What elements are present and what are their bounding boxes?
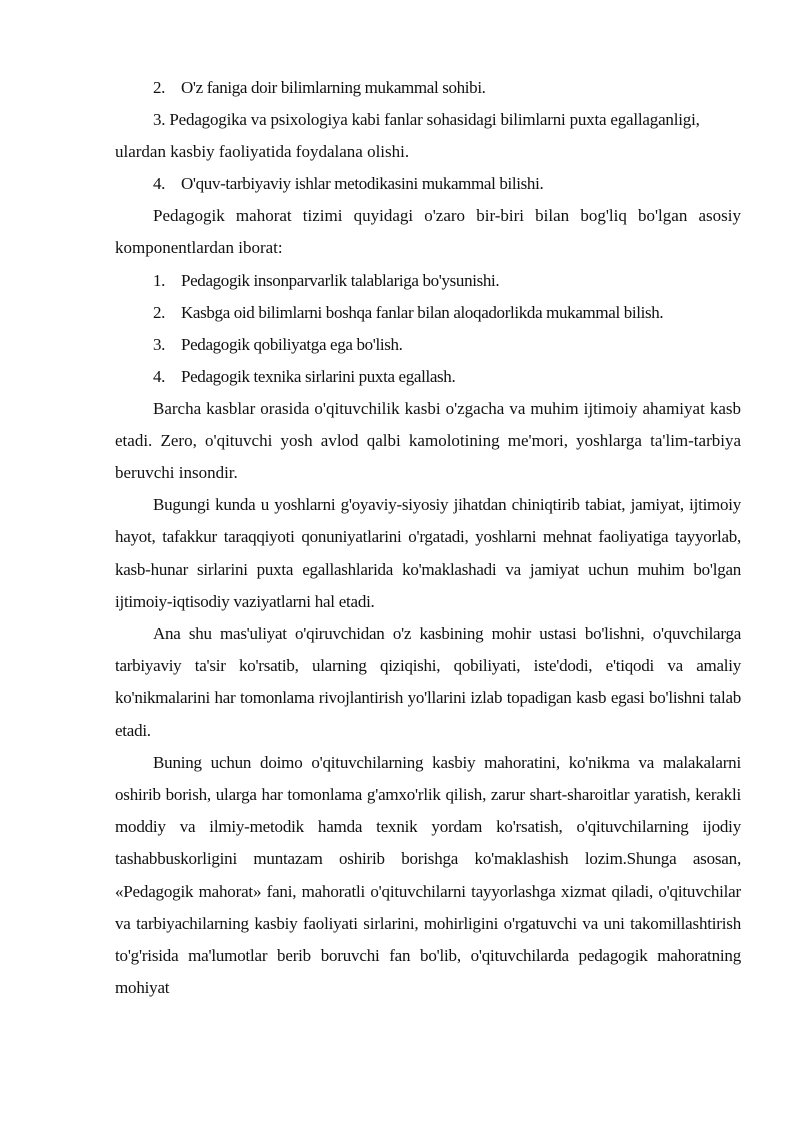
component-item [115, 297, 741, 329]
body-paragraph: Bugungi kunda u yoshlarni g'oyaviy-siyosiy jihatdan chiniqtirib tabiat, jamiyat, ijtimoiy hayot, tafakkur taraqqiyoti qonuniyatlarini o'rgatadi, yoshlarni mehnat faoliyatiga tayyorlab, kasb-hunar sirlarini puxta egallashlarida ko'maklashadi va jamiyat uchun muhim bo'lgan ijtimoiy-iqtisodiy vaziyatlarni hal etadi. [115, 495, 741, 611]
intro-paragraph: Pedagogik mahorat tizimi quyidagi o'zaro bir-biri bilan bog'liq bo'lgan asosiy komponentlardan iborat: [115, 206, 741, 258]
component-item [115, 265, 741, 297]
document-body [115, 72, 741, 1004]
body-paragraph: Ana shu mas'uliyat o'qiruvchidan o'z kasbining mohir ustasi bo'lishni, o'quvchilarga tarbiyaviy ta'sir ko'rsatib, ularning qiziqishi, qobiliyati, iste'dodi, e'tiqodi va amaliy ko'nikmalarini har tomonlama rivojlantirish yo'llarini izlab topadigan kasb egasi bo'lishni talab etadi. [115, 624, 741, 740]
component-number: 3. [153, 334, 166, 354]
list-text: O'z faniga doir bilimlarning mukammal sohibi. [181, 78, 486, 97]
component-text: Pedagogik insonparvarlik talablariga bo'ysunishi. [181, 270, 500, 290]
component-text: Kasbga oid bilimlarni boshqa fanlar bilan aloqadorlikda mukammal bilish. [181, 302, 664, 322]
list-item [115, 168, 741, 200]
component-number: 1. [153, 270, 166, 290]
component-text: Pedagogik qobiliyatga ega bo'lish. [181, 334, 403, 354]
list-continuation: ulardan kasbiy faoliyatida foydalana olishi. [115, 142, 410, 162]
list-number: 3. [153, 110, 166, 129]
list-number: 4. [153, 174, 166, 194]
component-item [115, 361, 741, 393]
list-number: 2. [153, 78, 166, 97]
component-item [115, 329, 741, 361]
component-number: 2. [153, 302, 166, 322]
component-text: Pedagogik texnika sirlarini puxta egallash. [181, 366, 456, 386]
list-text: Pedagogika va psixologiya kabi fanlar sohasidagi bilimlarni puxta egallaganligi, [169, 110, 700, 129]
body-paragraph: Barcha kasblar orasida o'qituvchilik kasbi o'zgacha va muhim ijtimoiy ahamiyat kasb etadi. Zero, o'qituvchi yosh avlod qalbi kamolotining me'mori, yoshlarga ta'lim-tarbiya beruvchi insondir. [115, 398, 741, 483]
list-item [115, 72, 741, 104]
body-paragraph: Buning uchun doimo o'qituvchilarning kasbiy mahoratini, ko'nikma va malakalarni oshirib borish, ularga har tomonlama g'amxo'rlik qilish, zarur shart-sharoitlar yaratish, kerakli moddiy va ilmiy-metodik hamda texnik yordam ko'rsatish, o'qituvchilarning ijodiy tashabbuskorligini muntazam oshirib borishga ko'maklashish lozim.Shunga asosan, «Pedagogik mahorat» fani, mahoratli o'qituvchilarni tayyorlashga xizmat qiladi, o'qituvchilar va tarbiyachilarning kasbiy faoliyati sirlarini, mohirligini o'rgatuvchi va uni takomillashtirish to'g'risida ma'lumotlar berib boruvchi fan bo'lib, o'qituvchilarda pedagogik mahoratning mohiyat [115, 752, 741, 998]
component-number: 4. [153, 366, 166, 386]
list-item-wrapped [115, 104, 741, 136]
list-text: O'quv-tarbiyaviy ishlar metodikasini mukammal bilishi. [181, 174, 544, 194]
